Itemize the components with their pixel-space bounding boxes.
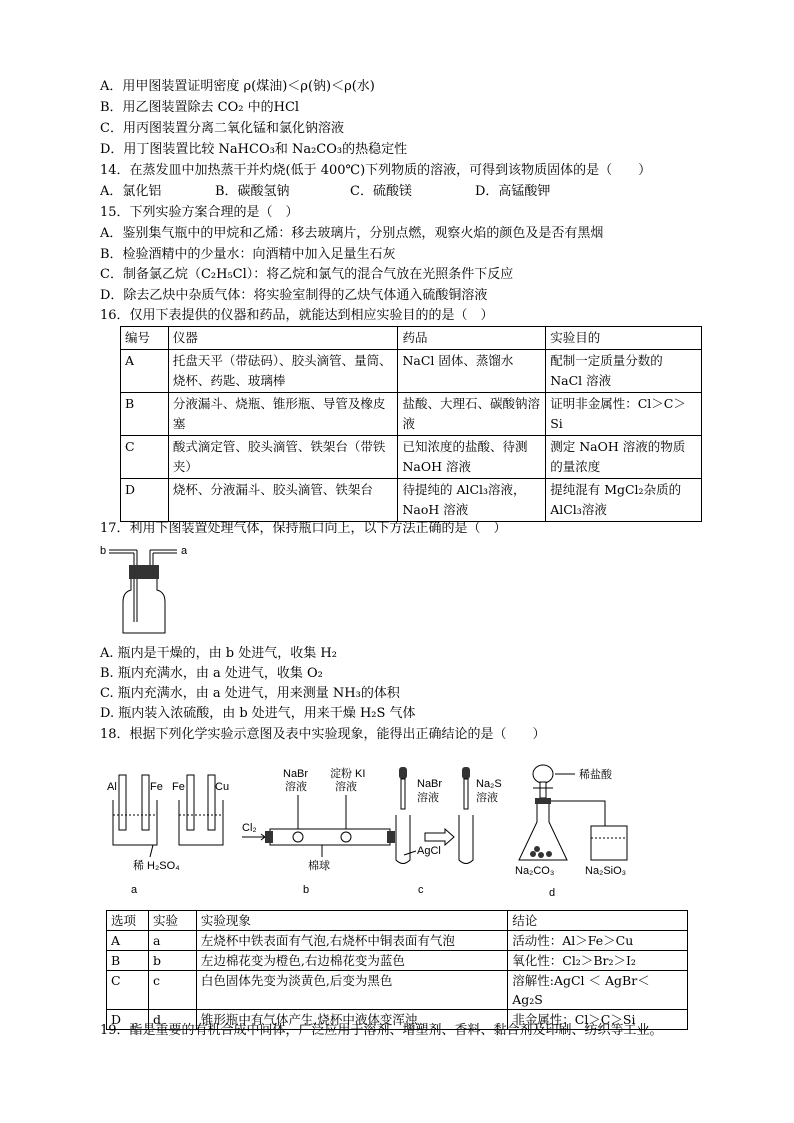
- label-fe2: Fe: [172, 781, 185, 793]
- table-header-row: [121, 327, 702, 350]
- table-header-cell: 选项: [107, 911, 149, 931]
- label-cu: Cu: [215, 781, 230, 793]
- figure-b-halogen-tube: [240, 765, 410, 900]
- table-cell: A: [107, 931, 149, 951]
- q17-option-b: B. 瓶内充满水，由 a 处进气，收集 O₂: [100, 666, 323, 681]
- q14-option-a: A．氯化铝: [100, 184, 162, 199]
- table-cell: B: [121, 393, 169, 436]
- label-agcl: AgCl: [417, 845, 441, 857]
- q14-option-b: B．碳酸氢钠: [215, 184, 290, 199]
- table-cell: a: [148, 931, 196, 951]
- label-na2sio3: Na₂SiO₃: [585, 865, 627, 877]
- q14-stem: 14．在蒸发皿中加热蒸干并灼烧(低于 400℃)下列物质的溶液，可得到该物质固体的是（ ）: [100, 163, 652, 178]
- table-cell: 溶解性:AgCl ＜ AgBr＜ Ag₂S: [508, 971, 688, 1010]
- table-cell: c: [148, 971, 196, 1010]
- q15-option-b: B．检验酒精中的少量水：向酒精中加入足量生石灰: [100, 247, 396, 262]
- table-cell: 测定 NaOH 溶液的物质的量浓度: [546, 436, 702, 479]
- table-cell: b: [148, 951, 196, 971]
- table-cell: D: [121, 479, 169, 522]
- label-nabr: NaBr: [283, 768, 309, 780]
- figure-d-acid-strength: [505, 760, 645, 900]
- table-cell: NaCl 固体、蒸馏水: [398, 350, 546, 393]
- label-solution-c2: 溶液: [476, 792, 498, 804]
- q17-option-d: D. 瓶内装入浓硫酸，由 b 处进气，用来干燥 H₂S 气体: [100, 706, 416, 721]
- table-row: [121, 393, 702, 436]
- table-cell: 白色固体先变为淡黄色,后变为黑色: [196, 971, 507, 1010]
- table-row: [121, 436, 702, 479]
- table-cell: D: [107, 1010, 149, 1030]
- q16-table: [120, 326, 702, 522]
- table-row: [107, 931, 688, 951]
- table-header-cell: 实验目的: [546, 327, 702, 350]
- q19-stem: 19．酯是重要的有机合成中间体，广泛应用于溶剂、增塑剂、香料、黏合剂及印刷、纺织等工业。: [100, 1023, 663, 1038]
- table-header-cell: 编号: [121, 327, 169, 350]
- table-header-cell: 结论: [508, 911, 688, 931]
- figure-d-caption: d: [549, 887, 556, 899]
- q14-option-c: C．硫酸镁: [350, 184, 412, 199]
- table-cell: 氧化性：Cl₂＞Br₂＞I₂: [508, 951, 688, 971]
- table-cell: 盐酸、大理石、碳酸钠溶液: [398, 393, 546, 436]
- table-cell: 已知浓度的盐酸、待测 NaOH 溶液: [398, 436, 546, 479]
- q13-option-c: C．用丙图装置分离二氧化锰和氯化钠溶液: [100, 121, 344, 136]
- table-header-row: [107, 911, 688, 931]
- table-cell: A: [121, 350, 169, 393]
- q15-option-d: D．除去乙炔中杂质气体：将实验室制得的乙炔气体通入硫酸铜溶液: [100, 288, 488, 303]
- label-al: Al: [107, 781, 117, 793]
- rubber-stopper: [129, 565, 159, 579]
- q17-option-c: C. 瓶内充满水，由 a 处进气，用来测量 NH₃的体积: [100, 686, 400, 701]
- q16-stem: 16．仅用下表提供的仪器和药品，就能达到相应实验目的的是（ ）: [100, 308, 494, 323]
- q18-table: [106, 910, 688, 1030]
- figure-c-caption: c: [418, 884, 424, 896]
- q13-option-d: D．用丁图装置比较 NaHCO₃和 Na₂CO₃的热稳定性: [100, 142, 408, 157]
- table-row: [107, 971, 688, 1010]
- table-cell: 活动性：Al＞Fe＞Cu: [508, 931, 688, 951]
- q13-option-a: A．用甲图装置证明密度 ρ(煤油)＜ρ(钠)＜ρ(水): [100, 79, 375, 94]
- label-cotton: 棉球: [308, 860, 330, 872]
- label-starch-ki: 淀粉 KI: [330, 768, 366, 780]
- q17-option-a: A. 瓶内是干燥的，由 b 处进气，收集 H₂: [100, 646, 337, 661]
- table-cell: 非金属性：Cl＞C＞Si: [508, 1010, 688, 1030]
- label-cl2: Cl₂: [242, 822, 257, 834]
- table-header-cell: 实验: [148, 911, 196, 931]
- label-dilute-h2so4: 稀 H₂SO₄: [133, 860, 180, 872]
- label-na2s: Na₂S: [476, 778, 502, 790]
- figure-b-caption: b: [303, 884, 310, 896]
- table-row: [121, 479, 702, 522]
- table-cell: 分液漏斗、烧瓶、锥形瓶、导管及橡皮塞: [168, 393, 398, 436]
- figure-c-precipitate: [390, 765, 510, 900]
- table-row: [107, 951, 688, 971]
- figure-a-galvanic: [105, 765, 245, 900]
- q15-option-a: A．鉴别集气瓶中的甲烷和乙烯：移去玻璃片，分别点燃，观察火焰的颜色及是否有黑烟: [100, 226, 604, 241]
- q14-option-d: D．高锰酸钾: [475, 184, 551, 199]
- table-cell: 证明非金属性：Cl＞C＞Si: [546, 393, 702, 436]
- q15-option-c: C．制备氯乙烷（C₂H₅Cl）：将乙烷和氯气的混合气放在光照条件下反应: [100, 267, 514, 282]
- table-cell: 烧杯、分液漏斗、胶头滴管、铁架台: [168, 479, 398, 522]
- table-cell: d: [148, 1010, 196, 1030]
- figure-a-caption: a: [131, 884, 138, 896]
- table-cell: C: [107, 971, 149, 1010]
- table-cell: 待提纯的 AlCl₃溶液，NaoH 溶液: [398, 479, 546, 522]
- table-header-cell: 药品: [398, 327, 546, 350]
- table-cell: 托盘天平（带砝码）、胶头滴管、量筒、烧杯、药匙、玻璃棒: [168, 350, 398, 393]
- label-fe: Fe: [150, 781, 163, 793]
- table-cell: 酸式滴定管、胶头滴管、铁架台（带铁夹）: [168, 436, 398, 479]
- table-cell: 左烧杯中铁表面有气泡,右烧杯中铜表面有气泡: [196, 931, 507, 951]
- label-na2co3: Na₂CO₃: [515, 865, 555, 877]
- q17-stem: 17．利用下图装置处理气体，保持瓶口向上，以下方法正确的是（ ）: [100, 521, 507, 536]
- table-cell: 配制一定质量分数的 NaCl 溶液: [546, 350, 702, 393]
- q15-stem: 15．下列实验方案合理的是（ ）: [100, 205, 299, 220]
- table-cell: 提纯混有 MgCl₂杂质的 AlCl₃溶液: [546, 479, 702, 522]
- table-header-cell: 实验现象: [196, 911, 507, 931]
- label-solution-c: 溶液: [417, 792, 439, 804]
- label-solution2: 溶液: [335, 781, 357, 793]
- fig-label-a: a: [181, 545, 188, 557]
- label-dilute-hcl: 稀盐酸: [579, 769, 612, 781]
- gas-washing-bottle-figure: [95, 540, 205, 640]
- table-cell: B: [107, 951, 149, 971]
- q13-option-b: B．用乙图装置除去 CO₂ 中的HCl: [100, 100, 300, 115]
- table-row: [121, 350, 702, 393]
- label-nabr-c: NaBr: [417, 778, 443, 790]
- table-cell: 左边棉花变为橙色,右边棉花变为蓝色: [196, 951, 507, 971]
- table-cell: 锥形瓶中有气体产生,烧杯中液体变浑浊: [196, 1010, 507, 1030]
- table-cell: C: [121, 436, 169, 479]
- arrow-icon: [425, 829, 454, 845]
- label-solution: 溶液: [285, 781, 307, 793]
- fig-label-b: b: [100, 545, 107, 557]
- table-header-cell: 仪器: [168, 327, 398, 350]
- q18-stem: 18．根据下列化学实验示意图及表中实验现象，能得出正确结论的是（ ）: [100, 727, 546, 742]
